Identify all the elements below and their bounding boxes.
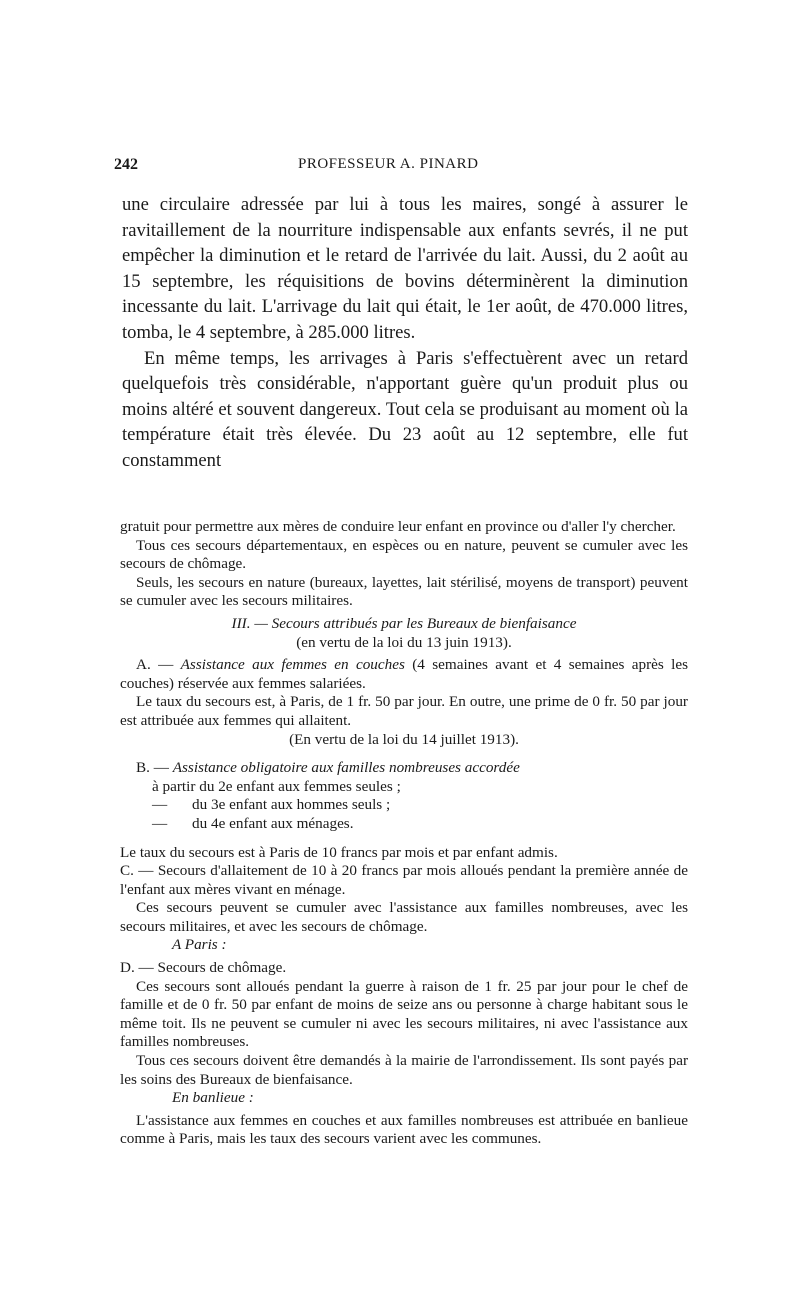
item-a-rate: Le taux du secours est, à Paris, de 1 fr. 50 par jour. En outre, une prime de 0 fr. 50 par jour est attribuée aux femmes qui allaitent. xyxy=(120,693,688,729)
suburbs-label xyxy=(120,1089,688,1108)
running-title: PROFESSEUR A. PINARD xyxy=(298,156,479,172)
note-line-free-transport: gratuit pour permettre aux mères de conduire leur enfant en province ou d'aller l'y chercher. xyxy=(120,518,676,535)
item-b-line-2-dash: — xyxy=(152,796,168,814)
item-d-rates: Ces secours sont alloués pendant la guerre à raison de 1 fr. 25 par jour pour le chef de famille et de 0 fr. 50 par enfant de moins de seize ans ou personne à charge habitant sous le même toit. Ils ne peuvent se cumuler ni avec les secours militaires, ni avec l'assistance aux familles nombreuses. xyxy=(120,977,688,1051)
note-aid-in-kind: Seuls, les secours en nature (bureaux, layettes, lait stérilisé, moyens de transport) peuvent se cumuler avec les secours militaires. xyxy=(120,573,688,610)
body-paragraph-1: une circulaire adressée par lui à tous les maires, songé à assurer le ravitaillement de la nourriture indispensable aux enfants sevrés, il ne put empêcher la diminution et le retard de l'arrivée du lait. Aussi, du 2 août au 15 septembre, les réquisitions de bovins déterminèrent la diminution incessante du lait. L'arrivage du lait qui était, le 1er août, de 470.000 litres, tomba, le 4 septembre, à 285.000 litres. xyxy=(122,194,688,343)
item-a-label: A. — xyxy=(136,656,181,674)
item-b-line-2-text: du 3e enfant aux hommes seuls ; xyxy=(192,796,391,814)
item-d: D. — Secours de chômage. xyxy=(120,959,287,977)
item-a xyxy=(120,656,688,693)
suburbs-label-text: En banlieue : xyxy=(172,1089,254,1107)
item-c-paris-label xyxy=(120,936,688,955)
body-text xyxy=(122,192,688,474)
item-b-title: Assistance obligatoire aux familles nombreuses accordée xyxy=(172,759,520,777)
item-b-line-2 xyxy=(120,796,688,815)
body-paragraph-2: En même temps, les arrivages à Paris s'effectuèrent avec un retard quelquefois très considérable, n'apportant guère qu'un produit plus ou moins altéré et souvent dangereux. Tout cela se produisant au moment où la température était très élevée. Du 23 août au 12 septembre, elle fut constamment xyxy=(122,347,688,471)
footnote-section xyxy=(120,518,688,1149)
item-a-law: (En vertu de la loi du 14 juillet 1913). xyxy=(289,730,519,748)
suburbs-text: L'assistance aux femmes en couches et aux familles nombreuses est attribuée en banlieue comme à Paris, mais les taux des secours varient avec les communes. xyxy=(120,1111,688,1148)
item-a-title: Assistance aux femmes en couches xyxy=(180,656,405,674)
running-head xyxy=(114,156,694,178)
item-a-text: (4 semaines avant et 4 semaines après les couches) réservée aux femmes salariées. xyxy=(120,656,689,692)
note-departmental-aid: Tous ces secours départementaux, en espèces ou en nature, peuvent se cumuler avec les secours de chômage. xyxy=(120,536,688,573)
item-b-line-1: à partir du 2e enfant aux femmes seules ; xyxy=(152,777,401,795)
item-c-cumulation: Ces secours peuvent se cumuler avec l'assistance aux familles nombreuses, avec les secours militaires, et avec les secours de chômage. xyxy=(120,899,688,935)
item-d-request: Tous ces secours doivent être demandés à la mairie de l'arrondissement. Ils sont payés par les soins des Bureaux de bienfaisance. xyxy=(120,1052,688,1088)
item-b-line-3 xyxy=(120,815,688,834)
section-heading-iii-text: III. — Secours attribués par les Bureaux de bienfaisance xyxy=(231,614,577,632)
item-b-rate: Le taux du secours est à Paris de 10 francs par mois et par enfant admis. xyxy=(120,843,558,861)
item-b-line-3-dash: — xyxy=(152,814,168,832)
item-c-paris-text: A Paris : xyxy=(172,936,227,954)
item-c: C. — Secours d'allaitement de 10 à 20 francs par mois alloués pendant la première année de l'enfant aux mères vivant en ménage. xyxy=(120,862,688,898)
item-b-line-3-text: du 4e enfant aux ménages. xyxy=(192,814,354,832)
section-heading-iii xyxy=(120,615,688,634)
item-b-label: B. — xyxy=(136,759,173,777)
item-b xyxy=(120,759,688,778)
section-heading-iii-law: (en vertu de la loi du 13 juin 1913). xyxy=(296,633,512,651)
page-number: 242 xyxy=(114,156,138,173)
